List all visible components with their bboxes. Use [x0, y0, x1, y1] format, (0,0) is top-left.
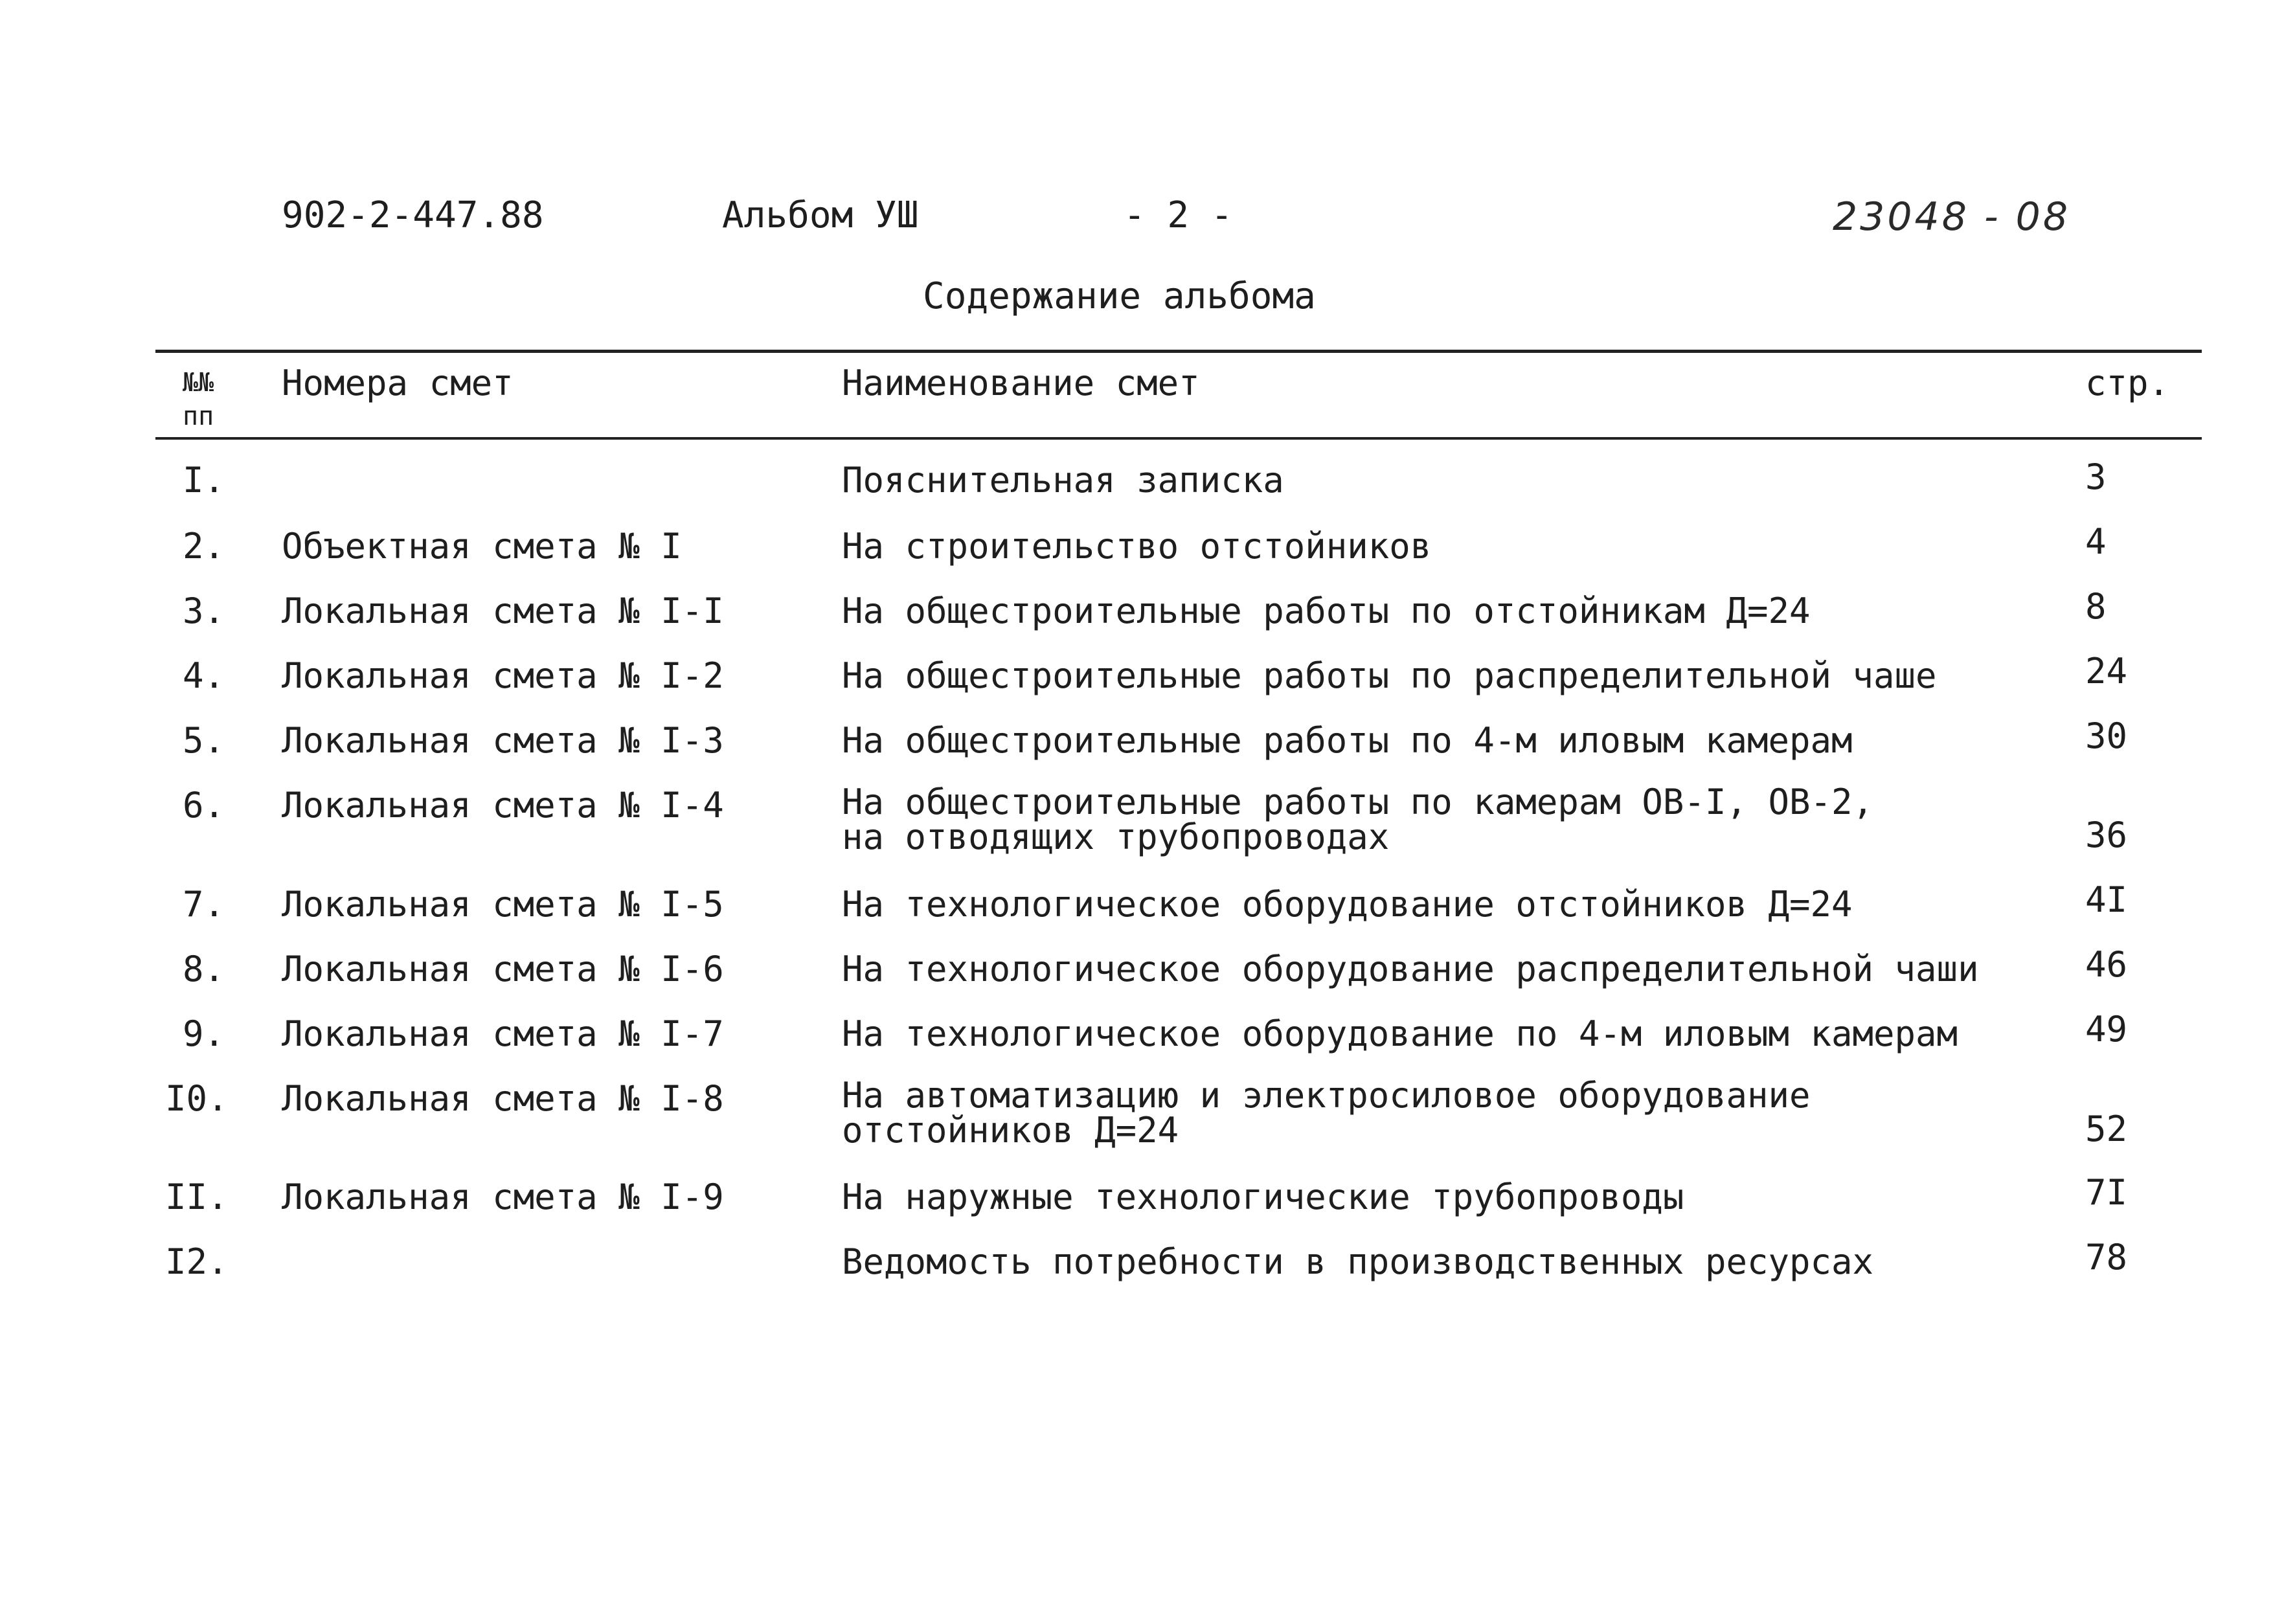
row-number: 4.: [183, 655, 225, 696]
row-estimate-name: На автоматизацию и электросиловое оборудование отстойников Д=24: [842, 1075, 1811, 1151]
column-header-page: стр.: [2085, 363, 2170, 403]
row-number: 5.: [183, 720, 225, 761]
row-estimate-number: Локальная смета № I-7: [282, 1013, 724, 1054]
row-estimate-number: Локальная смета № I-I: [282, 591, 724, 631]
row-number: 8.: [183, 949, 225, 989]
row-page: 4I: [2085, 879, 2128, 920]
row-number: 3.: [183, 591, 225, 631]
row-page: 24: [2085, 651, 2128, 692]
row-page: 7I: [2085, 1172, 2128, 1213]
row-number: 2.: [183, 526, 225, 567]
row-number: 6.: [183, 785, 225, 826]
row-estimate-number: Объектная смета № I: [282, 526, 682, 567]
row-number: I.: [183, 460, 225, 501]
table-top-rule: [155, 350, 2202, 353]
handwritten-number: 23048 - 08: [1833, 194, 2071, 240]
row-estimate-number: Локальная смета № I-8: [282, 1078, 724, 1119]
row-number: II.: [165, 1177, 229, 1217]
row-page: 8: [2085, 586, 2107, 627]
column-header-num: №№: [183, 368, 214, 398]
row-number: 9.: [183, 1013, 225, 1054]
row-estimate-name: На технологическое оборудование распределительной чаши: [842, 949, 1979, 989]
table-header-rule: [155, 437, 2202, 440]
column-header-num-sub: пп: [183, 401, 214, 431]
row-estimate-name: На общестроительные работы по 4-м иловым камерам: [842, 720, 1853, 761]
column-header-estimate-name: Наименование смет: [842, 363, 1200, 403]
row-estimate-name: На общестроительные работы по отстойникам Д=24: [842, 591, 1811, 631]
row-estimate-number: Локальная смета № I-3: [282, 720, 724, 761]
document-code: 902-2-447.88: [282, 194, 544, 236]
page-title: Содержание альбома: [923, 275, 1316, 317]
row-number: I2.: [165, 1241, 229, 1282]
row-estimate-number: Локальная смета № I-6: [282, 949, 724, 989]
row-page: 49: [2085, 1009, 2128, 1050]
row-page: 4: [2085, 521, 2107, 562]
row-page: 36: [2085, 815, 2128, 855]
row-page: 52: [2085, 1109, 2128, 1149]
row-estimate-name: Ведомость потребности в производственных ресурсах: [842, 1241, 1874, 1282]
row-estimate-name: На наружные технологические трубопроводы: [842, 1177, 1684, 1217]
row-estimate-number: Локальная смета № I-9: [282, 1177, 724, 1217]
row-estimate-name: На строительство отстойников: [842, 526, 1432, 567]
row-estimate-name: На общестроительные работы по камерам ОВ-I, ОВ-2, на отводящих трубопроводах: [842, 782, 1874, 857]
row-estimate-name: На технологическое оборудование отстойников Д=24: [842, 884, 1853, 925]
row-number: I0.: [165, 1078, 229, 1119]
row-estimate-number: Локальная смета № I-4: [282, 785, 724, 826]
album-label: Альбом УШ: [722, 194, 919, 236]
row-number: 7.: [183, 884, 225, 925]
row-estimate-name: Пояснительная записка: [842, 460, 1284, 501]
row-page: 3: [2085, 457, 2107, 497]
page-number: - 2 -: [1124, 194, 1233, 236]
row-estimate-number: Локальная смета № I-5: [282, 884, 724, 925]
row-estimate-name: На технологическое оборудование по 4-м иловым камерам: [842, 1013, 1958, 1054]
row-estimate-name: На общестроительные работы по распределительной чаше: [842, 655, 1937, 696]
row-estimate-number: Локальная смета № I-2: [282, 655, 724, 696]
row-page: 78: [2085, 1237, 2128, 1278]
row-page: 30: [2085, 716, 2128, 756]
row-page: 46: [2085, 944, 2128, 985]
column-header-estimate-number: Номера смет: [282, 363, 514, 403]
